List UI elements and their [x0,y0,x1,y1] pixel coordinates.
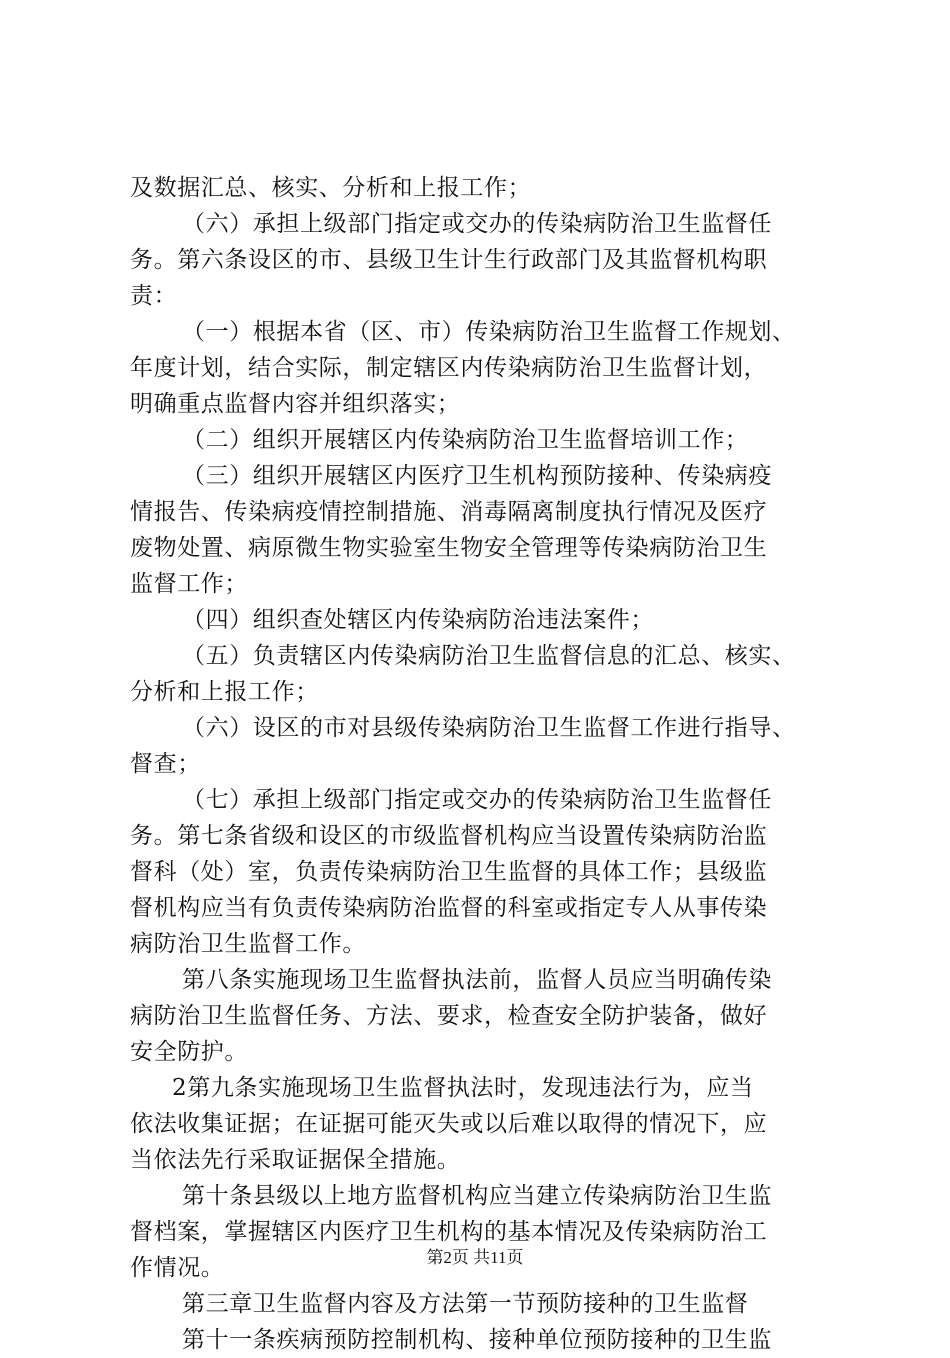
text-line: 务。第七条省级和设区的市级监督机构应当设置传染病防治监 [130,823,768,849]
text-line: 依法收集证据；在证据可能灭失或以后难以取得的情况下，应 [130,1111,768,1137]
text-line: 监督工作； [130,571,248,597]
text-line: 年度计划，结合实际，制定辖区内传染病防治卫生监督计划， [130,355,768,381]
text-line: 责： [130,283,178,309]
text-line: 第十一条疾病预防控制机构、接种单位预防接种的卫生监 [182,1327,772,1353]
page-number-footer: 第2页 共11页 [426,1248,524,1267]
text-line: 第八条实施现场卫生监督执法前，监督人员应当明确传染 [182,967,772,993]
text-line: 督科（处）室，负责传染病防治卫生监督的具体工作；县级监 [130,859,768,885]
text-line: 作情况。 [130,1255,225,1281]
text-line: 督查； [130,751,201,777]
text-line: （三）组织开展辖区内医疗卫生机构预防接种、传染病疫 [182,463,772,489]
text-line: 及数据汇总、核实、分析和上报工作； [130,175,532,201]
text-line: 病防治卫生监督任务、方法、要求，检查安全防护装备，做好 [130,1003,768,1029]
text-line: 安全防护。 [130,1039,248,1065]
text-line: （六）承担上级部门指定或交办的传染病防治卫生监督任 [182,211,772,237]
text-line: （一）根据本省（区、市）传染病防治卫生监督工作规划、 [182,319,796,345]
text-line: 第三章卫生监督内容及方法第一节预防接种的卫生监督 [182,1291,749,1317]
text-line: 第十条县级以上地方监督机构应当建立传染病防治卫生监 [182,1183,772,1209]
text-line: 2第九条实施现场卫生监督执法时，发现违法行为，应当 [172,1075,754,1101]
text-line: 督档案，掌握辖区内医疗卫生机构的基本情况及传染病防治工 [130,1219,768,1245]
text-line: （六）设区的市对县级传染病防治卫生监督工作进行指导、 [182,715,796,741]
text-line: （七）承担上级部门指定或交办的传染病防治卫生监督任 [182,787,772,813]
text-line: 务。第六条设区的市、县级卫生计生行政部门及其监督机构职 [130,247,768,273]
text-line: 病防治卫生监督工作。 [130,931,366,957]
text-line: （二）组织开展辖区内传染病防治卫生监督培训工作； [182,427,749,453]
text-line: （四）组织查处辖区内传染病防治违法案件； [182,607,654,633]
text-line: 明确重点监督内容并组织落实； [130,391,461,417]
text-line: 废物处置、病原微生物实验室生物安全管理等传染病防治卫生 [130,535,768,561]
text-line: 分析和上报工作； [130,679,319,705]
text-line: 当依法先行采取证据保全措施。 [130,1147,461,1173]
text-line: （五）负责辖区内传染病防治卫生监督信息的汇总、核实、 [182,643,796,669]
text-line: 情报告、传染病疫情控制措施、消毒隔离制度执行情况及医疗 [130,499,768,525]
text-line: 督机构应当有负责传染病防治监督的科室或指定专人从事传染 [130,895,768,921]
